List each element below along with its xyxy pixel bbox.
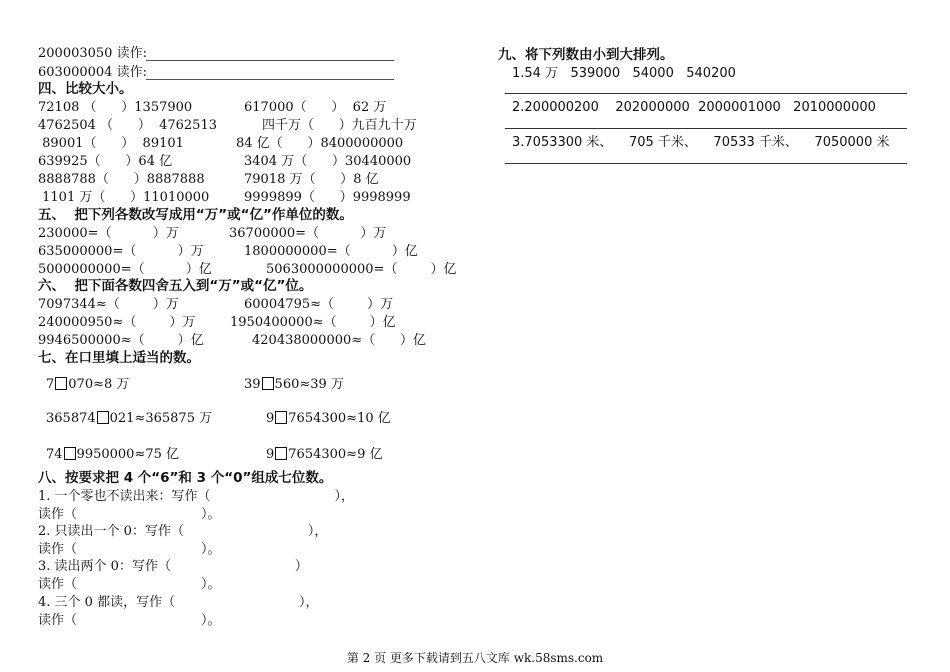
compare-row-4-right: 3404 万（ ）30440000 [244, 154, 412, 169]
fill-item-5 [46, 446, 179, 463]
fill-item-4 [266, 410, 391, 427]
fill-item-4-prefix: 9 [266, 411, 275, 426]
round-row-1-left: 7097344≈（ ）万 [38, 297, 179, 312]
fill-item-2-prefix: 39 [244, 377, 261, 392]
round-row-2-right: 1950400000≈（ ）亿 [230, 315, 396, 330]
section-9-title: 九、将下列数由小到大排列。 [498, 47, 674, 63]
compare-row-4-left: 639925（ ）64 亿 [38, 154, 173, 169]
fill-item-6-suffix: 7654300≈9 亿 [288, 447, 383, 462]
compose-line-3: 2. 只读出一个 0：写作（ ）， [38, 524, 328, 539]
answer-box[interactable] [275, 411, 287, 424]
round-row-1-right: 60004795≈（ ）万 [244, 297, 394, 312]
compare-row-1-right: 617000（ ） 62 万 [244, 100, 387, 115]
fill-item-3-suffix: 021≈365875 万 [109, 411, 213, 426]
compare-row-3-right: 84 亿（ ）8400000000 [236, 136, 404, 151]
answer-underline-1 [146, 60, 394, 61]
compare-row-2-left: 4762504 （ ） 4762513 [38, 118, 217, 133]
compose-line-4: 读作（ ）。 [38, 542, 221, 557]
answer-box[interactable] [262, 377, 274, 390]
round-row-2-left: 240000950≈（ ）万 [38, 315, 196, 330]
order-line-1: 1.54 万 539000 54000 540200 [512, 66, 736, 81]
round-row-3-left: 9946500000≈（ ）亿 [38, 333, 204, 348]
convert-row-3-left: 5000000000=（ ）亿 [38, 262, 212, 277]
section-6-title: 六、 把下面各数四舍五入到“万”或“亿”位。 [38, 278, 313, 294]
fill-item-1-suffix: 070≈8 万 [68, 377, 130, 392]
answer-box[interactable] [64, 447, 76, 460]
fill-item-6 [266, 446, 382, 463]
compare-row-5-left: 8888788（ ）8887888 [38, 172, 205, 187]
fill-item-2 [244, 376, 344, 393]
read-line-2: 603000004 读作: [38, 65, 147, 80]
compose-line-8: 读作（ ）。 [38, 613, 221, 628]
answer-rule-1 [505, 93, 907, 94]
fill-item-3 [46, 410, 212, 427]
fill-item-1 [46, 376, 129, 393]
convert-row-1-right: 36700000=（ ）万 [229, 226, 387, 241]
round-row-3-right: 420438000000≈（ ）亿 [252, 333, 426, 348]
order-line-2: 2.200000200 202000000 2000001000 2010000000 [512, 100, 876, 115]
compare-row-5-right: 79018 万（ ）8 亿 [244, 172, 379, 187]
compose-line-5: 3. 读出两个 0：写作（ ） [38, 559, 308, 574]
read-line-1: 200003050 读作: [38, 46, 147, 61]
answer-rule-3 [505, 163, 907, 164]
compare-row-1-left: 72108 （ ）1357900 [38, 100, 193, 115]
compare-row-6-left: 1101 万（ ）11010000 [38, 190, 210, 205]
fill-item-4-suffix: 7654300≈10 亿 [288, 411, 391, 426]
fill-item-5-prefix: 74 [46, 447, 63, 462]
convert-row-2-left: 635000000=（ ）万 [38, 244, 204, 259]
section-4-title: 四、比较大小。 [38, 81, 133, 97]
convert-row-1-left: 230000=（ ）万 [38, 226, 179, 241]
section-8-title: 八、按要求把 4 个“6”和 3 个“0”组成七位数。 [38, 470, 333, 486]
section-5-title: 五、 把下列各数改写成用“万”或“亿”作单位的数。 [38, 207, 353, 223]
answer-rule-2 [505, 128, 907, 129]
compose-line-6: 读作（ ）。 [38, 577, 221, 592]
fill-item-3-prefix: 365874 [46, 411, 96, 426]
fill-item-1-prefix: 7 [46, 377, 55, 392]
answer-box[interactable] [97, 411, 109, 424]
fill-item-5-suffix: 9950000≈75 亿 [76, 447, 180, 462]
compose-line-7: 4. 三个 0 都读，写作（ ）， [38, 595, 319, 610]
fill-item-6-prefix: 9 [266, 447, 275, 462]
compare-row-2-right: 四千万（ ）九百九十万 [262, 118, 417, 133]
answer-underline-2 [146, 79, 394, 80]
compare-row-6-right: 9999899（ ）9998999 [244, 190, 411, 205]
convert-row-2-right: 1800000000=（ ）亿 [244, 244, 418, 259]
convert-row-3-right: 5063000000000=（ ）亿 [266, 262, 457, 277]
compose-line-1: 1. 一个零也不读出来：写作（ ）， [38, 489, 355, 504]
compose-line-2: 读作（ ）。 [38, 507, 221, 522]
answer-box[interactable] [55, 377, 67, 390]
section-7-title: 七、在口里填上适当的数。 [38, 350, 200, 366]
compare-row-3-left: 89001（ ） 89101 [38, 136, 184, 151]
answer-box[interactable] [275, 447, 287, 460]
order-line-3: 3.7053300 米、 705 千米、 70533 千米、 7050000 米 [512, 135, 890, 150]
page-footer: 第 2 页 更多下载请到五八文库 wk.58sms.com [346, 651, 604, 665]
fill-item-2-suffix: 560≈39 万 [274, 377, 344, 392]
